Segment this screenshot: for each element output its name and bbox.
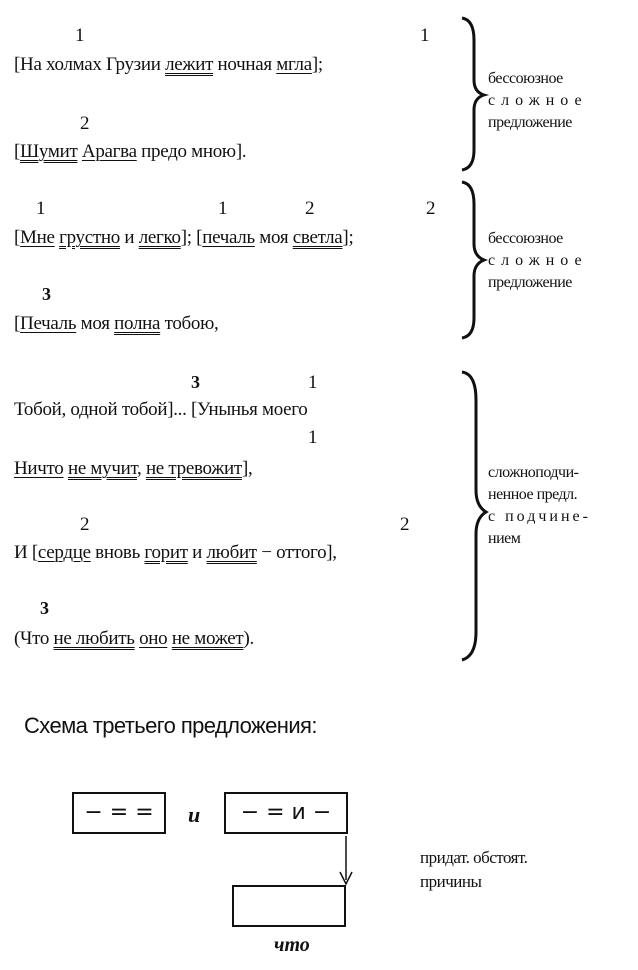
predicate: легко xyxy=(138,227,181,248)
predicate: не может xyxy=(171,628,244,649)
subject: сердце xyxy=(37,542,91,563)
clause-box: − = = xyxy=(72,792,166,834)
predicate: не любить xyxy=(53,628,135,649)
predicate: горит xyxy=(144,542,188,563)
sentence-line: Ничто не мучит, не тревожит], xyxy=(14,458,253,479)
curly-brace xyxy=(462,18,484,170)
sentence-type-note: бессоюзное сложное предложение xyxy=(488,230,588,291)
predicate: не тревожит xyxy=(145,458,242,479)
sentence-line: И [сердце вновь горит и любит − оттого], xyxy=(14,542,337,563)
clause-number: 1 xyxy=(75,25,85,46)
curly-brace xyxy=(462,372,486,660)
conjunction-label: и xyxy=(188,802,201,827)
clause-number: 1 xyxy=(218,198,228,219)
clause-box xyxy=(232,885,346,927)
clause-number: 1 xyxy=(308,427,318,448)
sentence-type-note: бессоюзное сложное предложение xyxy=(488,70,588,131)
subject: Арагва xyxy=(81,141,137,162)
clause-number: 1 xyxy=(308,372,318,393)
curly-brace xyxy=(462,182,484,338)
subject: печаль xyxy=(202,227,255,248)
clause-number: 3 xyxy=(191,372,200,392)
clause-type-note: придат. обстоят. причины xyxy=(420,848,528,891)
clause-number: 2 xyxy=(80,514,90,535)
clause-number: 2 xyxy=(80,113,90,134)
predicate: полна xyxy=(114,313,161,334)
subject: Печаль xyxy=(20,313,77,334)
clause-number: 2 xyxy=(305,198,315,219)
predicate: светла xyxy=(292,227,343,248)
predicate: любит xyxy=(206,542,257,563)
sentence-line: Тобой, одной тобой]... [Унынья моего xyxy=(14,399,308,420)
subject: оно xyxy=(139,628,168,649)
predicate: лежит xyxy=(165,54,214,75)
subject: Ничто xyxy=(14,458,64,479)
sentence-line: [На холмах Грузии лежит ночная мгла]; xyxy=(14,54,323,75)
clause-number: 2 xyxy=(426,198,436,219)
clause-number: 3 xyxy=(40,598,49,618)
sentence-line: [Шумит Арагва предо мною]. xyxy=(14,141,247,162)
subject: Мне xyxy=(20,227,55,248)
sentence-line: (Что не любить оно не может). xyxy=(14,628,254,649)
clause-box: − = и − xyxy=(224,792,348,834)
conjunction-label: что xyxy=(274,934,310,956)
predicate: не мучит xyxy=(67,458,138,479)
clause-number: 1 xyxy=(36,198,46,219)
sentence-line: [Мне грустно и легко]; [печаль моя светла]; xyxy=(14,227,354,248)
clause-number: 1 xyxy=(420,25,430,46)
predicate: Шумит xyxy=(20,141,78,162)
predicate: грустно xyxy=(59,227,120,248)
clause-number: 2 xyxy=(400,514,410,535)
clause-number: 3 xyxy=(42,284,51,304)
sentence-type-note: сложноподчи- ненное предл. с подчине- нием xyxy=(488,464,591,547)
subject: мгла xyxy=(276,54,312,75)
scheme-title: Схема третьего предложения: xyxy=(24,713,317,738)
sentence-line: [Печаль моя полна тобою, xyxy=(14,313,219,334)
